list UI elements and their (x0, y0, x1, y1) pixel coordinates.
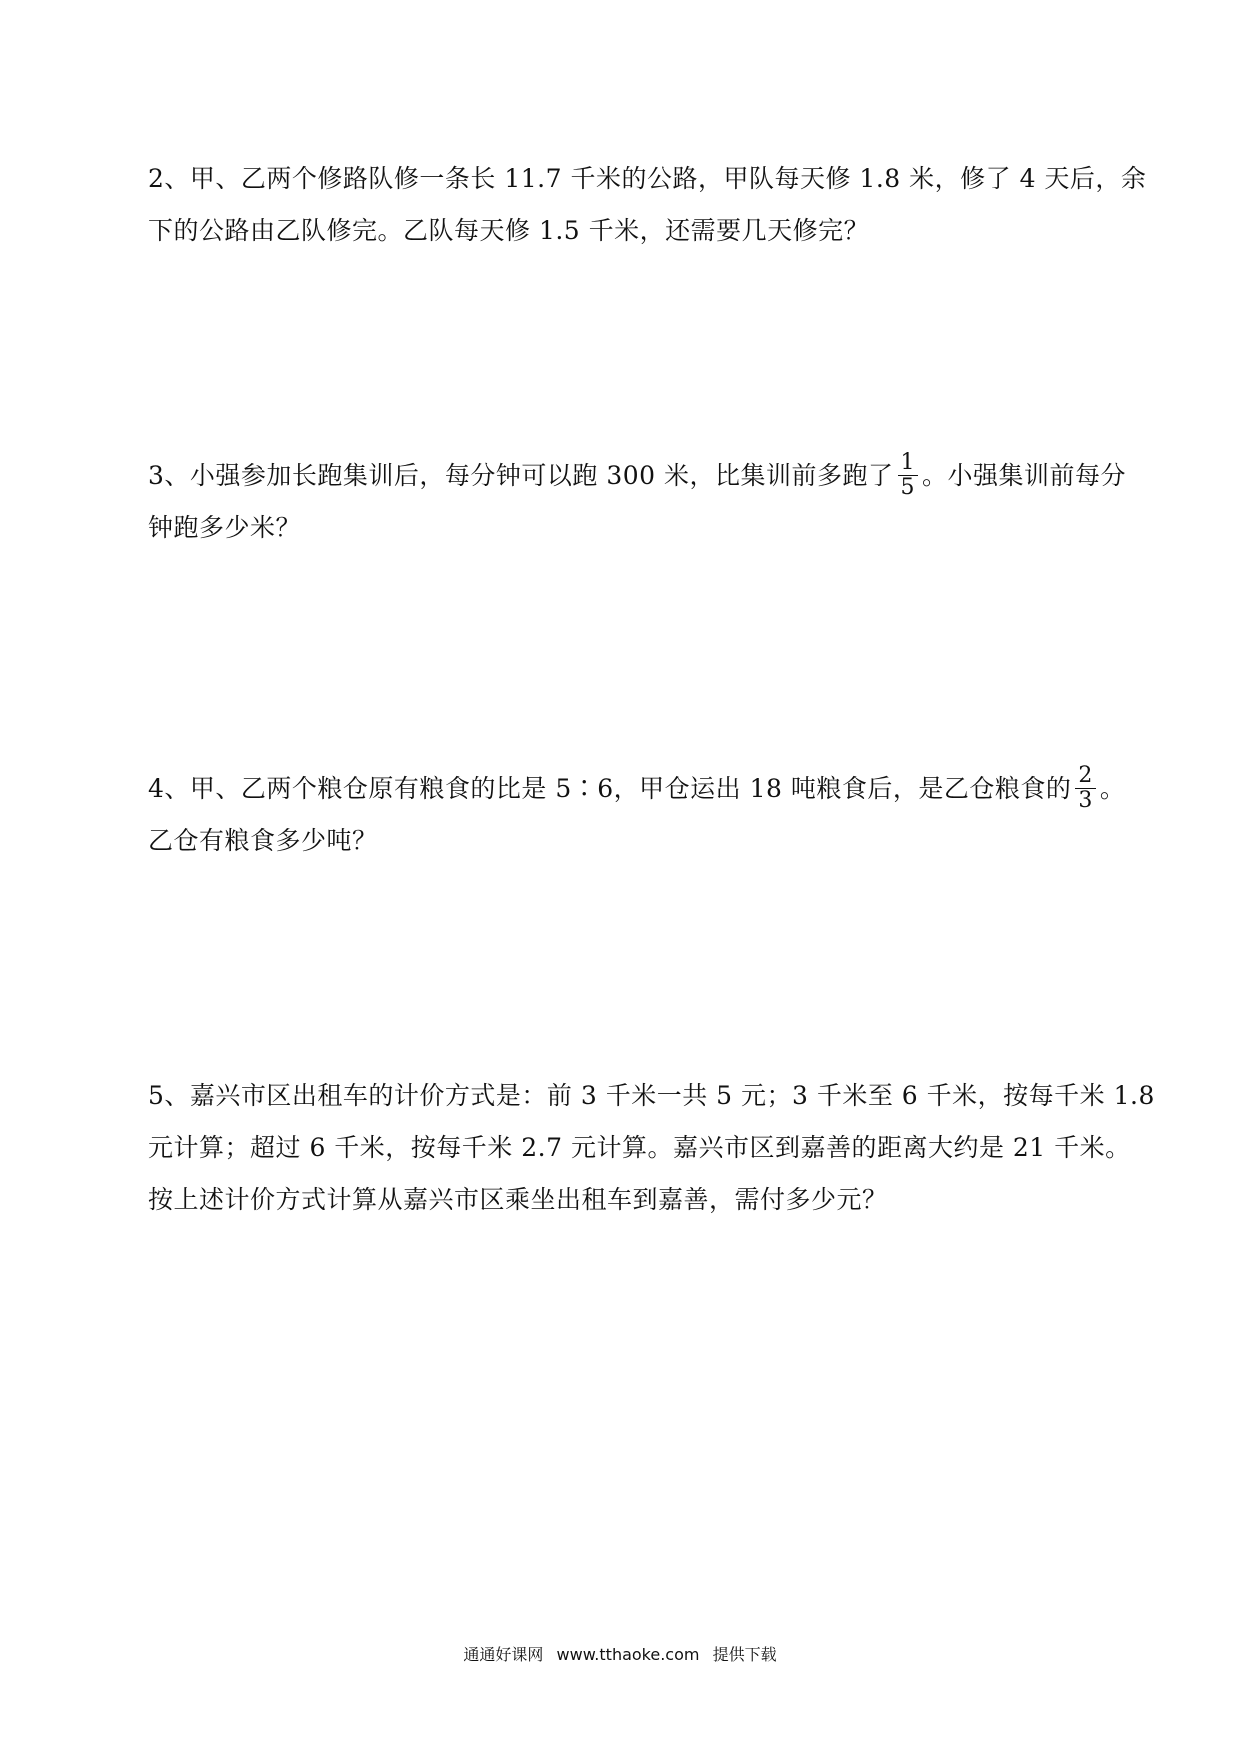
fraction-numerator: 2 (1075, 764, 1096, 789)
fraction-numerator: 1 (898, 451, 919, 476)
problem-3-line-2: 钟跑多少米？ (148, 513, 302, 542)
problem-2-line-1: 2、甲、乙两个修路队修一条长 11.7 千米的公路，甲队每天修 1.8 米，修了 4 天后，余 (148, 164, 1147, 193)
problem-2-line-2: 下的公路由乙队修完。乙队每天修 1.5 千米，还需要几天修完？ (148, 216, 870, 245)
problem-5-line-1: 5、嘉兴市区出租车的计价方式是：前 3 千米一共 5 元；3 千米至 6 千米，按每千米 1.8 (148, 1081, 1155, 1110)
fraction-one-fifth (898, 451, 919, 500)
footer-url: www.tthaoke.com (556, 1645, 700, 1664)
fraction-two-thirds (1075, 764, 1096, 813)
problem-2 (148, 153, 1147, 257)
problem-4-text-after-fraction: 。 (1099, 774, 1126, 803)
problem-5-line-2: 元计算；超过 6 千米，按每千米 2.7 元计算。嘉兴市区到嘉善的距离大约是 21 千米。 (148, 1133, 1131, 1162)
footer-site-name: 通通好课网 (463, 1645, 544, 1664)
page-footer (0, 1643, 1240, 1667)
problem-5-line-3: 按上述计价方式计算从嘉兴市区乘坐出租车到嘉善，需付多少元？ (148, 1185, 888, 1214)
problem-3 (148, 450, 1127, 554)
problem-4-line-2: 乙仓有粮食多少吨？ (148, 826, 378, 855)
fraction-denominator: 5 (900, 475, 916, 500)
problem-3-text-after-fraction: 。小强集训前每分 (922, 461, 1127, 490)
problem-4-line-1 (148, 763, 1126, 815)
problem-4 (148, 763, 1126, 867)
problem-5 (148, 1070, 1155, 1226)
problem-3-line-1 (148, 450, 1127, 502)
footer-note: 提供下载 (712, 1645, 777, 1664)
problem-3-text-before-fraction: 3、小强参加长跑集训后，每分钟可以跑 300 米，比集训前多跑了 (148, 461, 894, 490)
fraction-denominator: 3 (1078, 788, 1093, 813)
problem-4-text-before-fraction: 4、甲、乙两个粮仓原有粮食的比是 5∶6，甲仓运出 18 吨粮食后，是乙仓粮食的 (148, 774, 1072, 803)
